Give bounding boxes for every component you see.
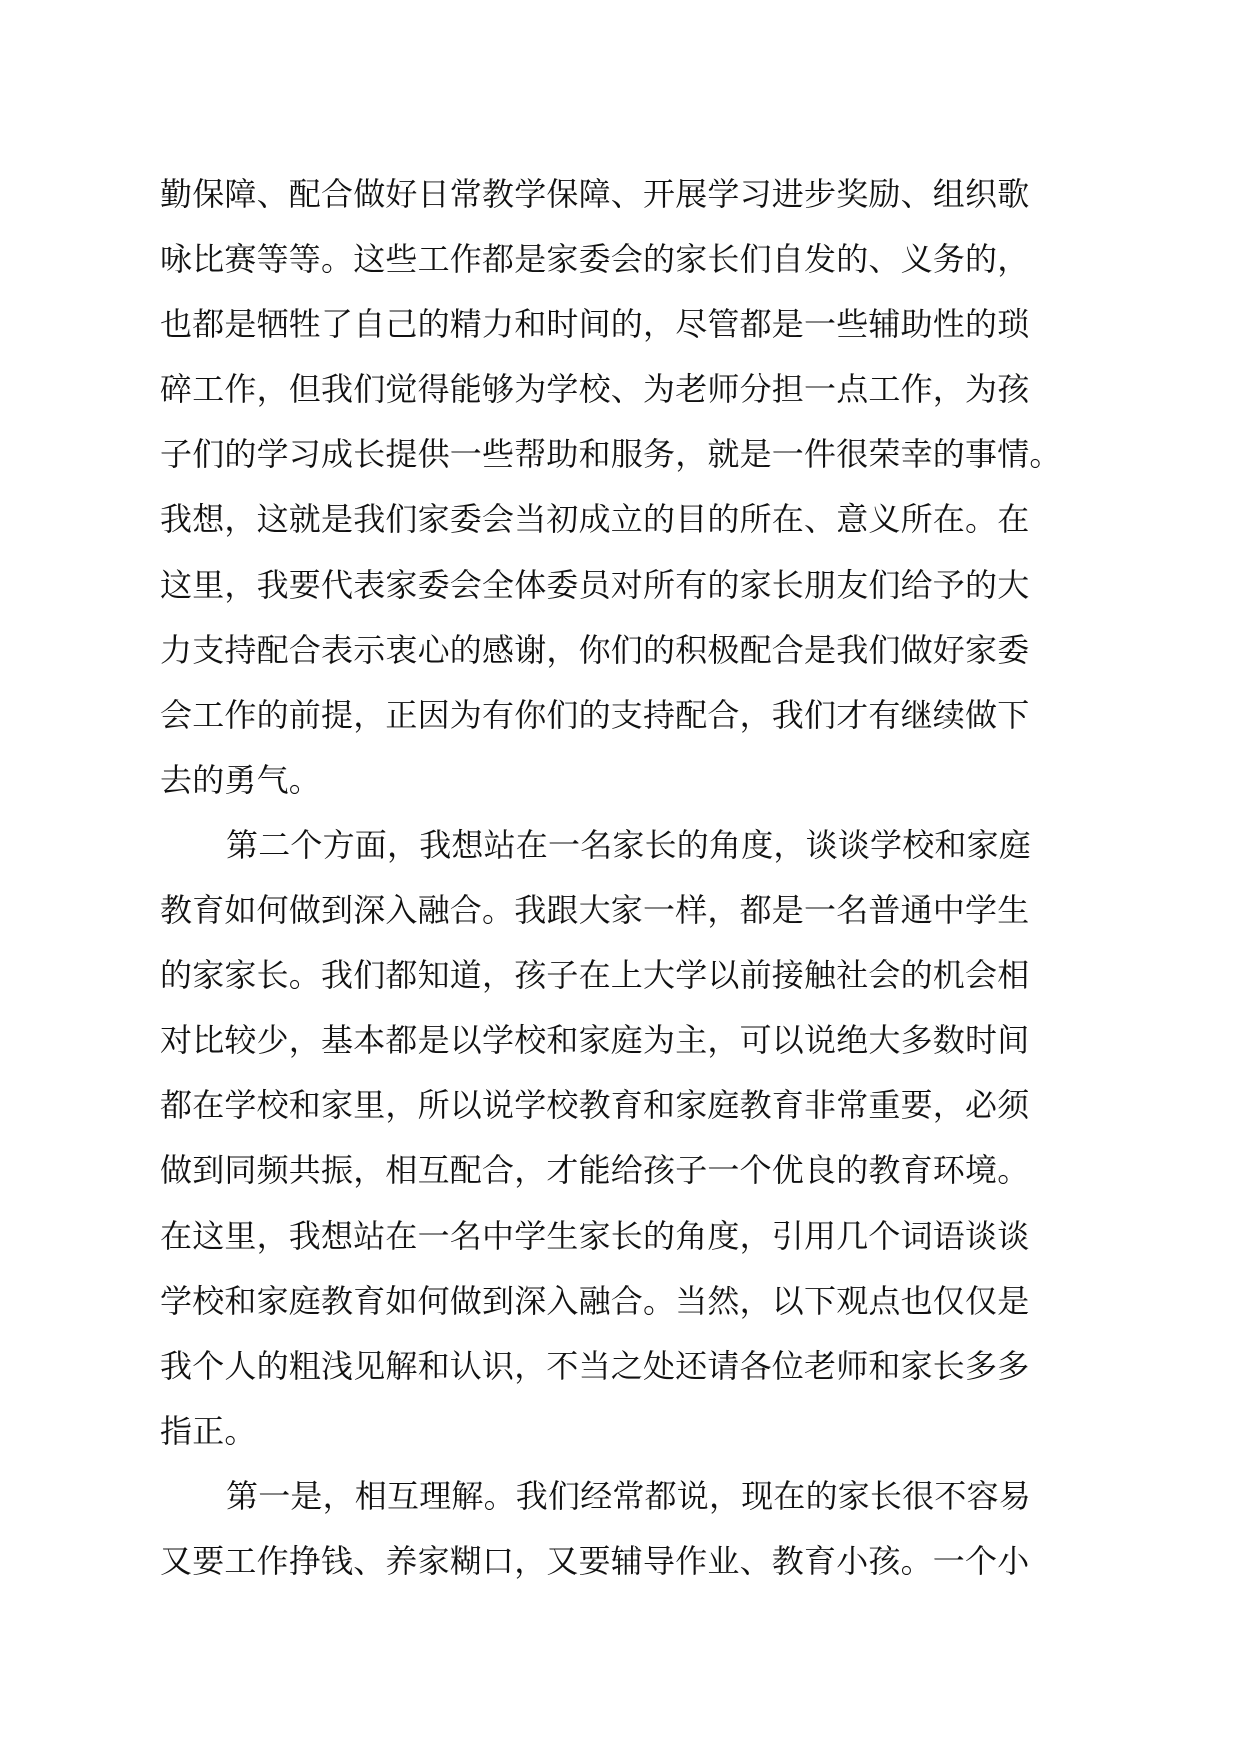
text-line: 咏比赛等等。这些工作都是家委会的家长们自发的、义务的， <box>160 240 1030 279</box>
text-line: 做到同频共振，相互配合，才能给孩子一个优良的教育环境。 <box>160 1151 1030 1190</box>
text-line: 也都是牺牲了自己的精力和时间的，尽管都是一些辅助性的琐 <box>160 305 1030 344</box>
text-line: 会工作的前提，正因为有你们的支持配合，我们才有继续做下 <box>160 695 1030 734</box>
text-line: 学校和家庭教育如何做到深入融合。当然，以下观点也仅仅是 <box>160 1281 1030 1320</box>
text-line: 又要工作挣钱、养家糊口，又要辅导作业、教育小孩。一个小 <box>160 1541 1030 1580</box>
paragraph-start-line: 第一是，相互理解。我们经常都说，现在的家长很不容易 <box>226 1476 1032 1515</box>
text-line: 勤保障、配合做好日常教学保障、开展学习进步奖励、组织歌 <box>160 175 1030 213</box>
text-line: 我个人的粗浅见解和认识，不当之处还请各位老师和家长多多 <box>160 1346 1030 1385</box>
text-line: 我想，这就是我们家委会当初成立的目的所在、意义所在。在 <box>160 500 1030 539</box>
text-line: 子们的学习成长提供一些帮助和服务，就是一件很荣幸的事情。 <box>160 435 1062 474</box>
text-line: 这里，我要代表家委会全体委员对所有的家长朋友们给予的大 <box>160 565 1030 604</box>
text-line: 去的勇气。 <box>160 760 322 799</box>
body-text <box>160 162 1120 1594</box>
text-line: 在这里，我想站在一名中学生家长的角度，引用几个词语谈谈 <box>160 1216 1030 1255</box>
paragraph-start-line: 第二个方面，我想站在一名家长的角度，谈谈学校和家庭 <box>226 825 1032 864</box>
text-line: 的家家长。我们都知道，孩子在上大学以前接触社会的机会相 <box>160 956 1030 995</box>
text-line: 指正。 <box>160 1411 257 1450</box>
text-line: 碎工作，但我们觉得能够为学校、为老师分担一点工作，为孩 <box>160 370 1030 409</box>
text-line: 教育如何做到深入融合。我跟大家一样，都是一名普通中学生 <box>160 891 1030 930</box>
text-line: 对比较少，基本都是以学校和家庭为主，可以说绝大多数时间 <box>160 1021 1030 1060</box>
text-line: 都在学校和家里，所以说学校教育和家庭教育非常重要，必须 <box>160 1086 1030 1125</box>
text-line: 力支持配合表示衷心的感谢，你们的积极配合是我们做好家委 <box>160 630 1030 669</box>
